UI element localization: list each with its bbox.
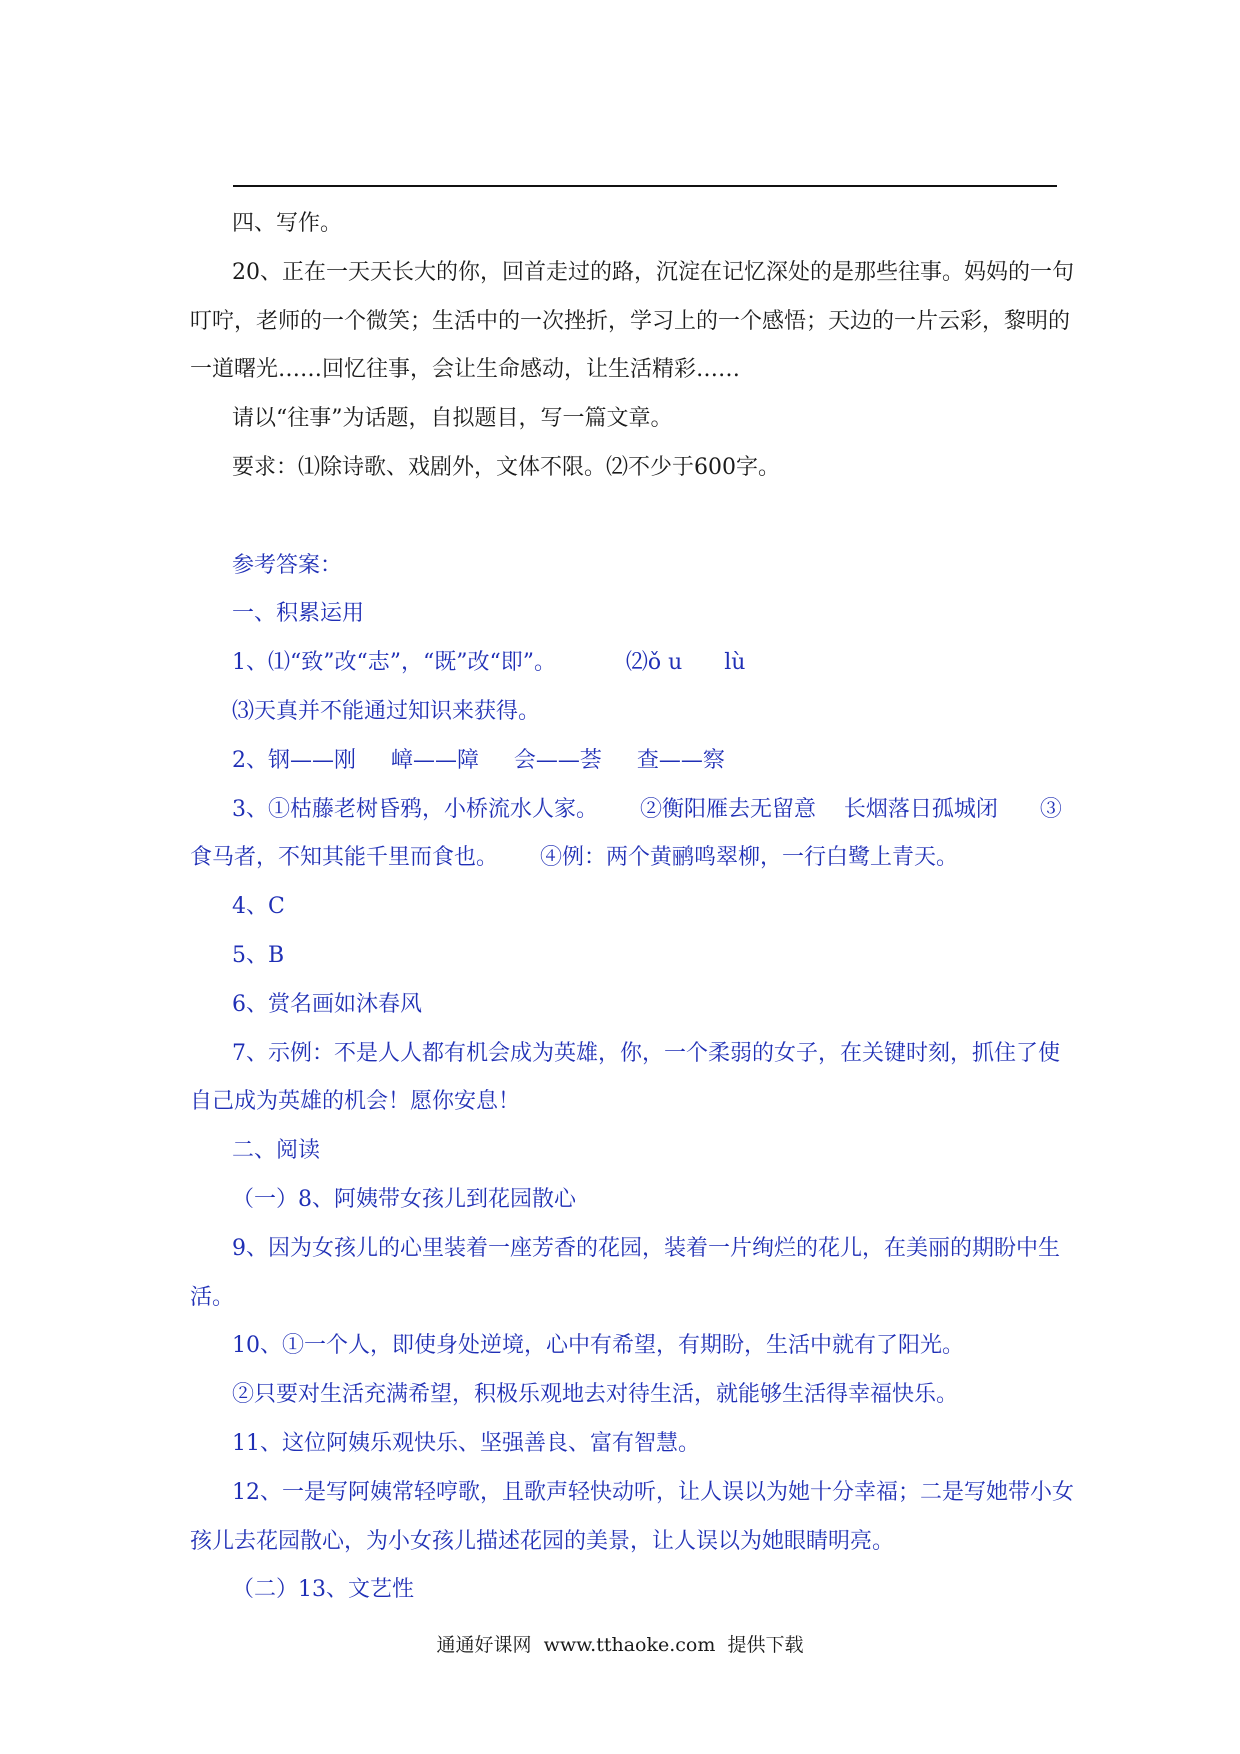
answer-7-line-1: 7、示例：不是人人都有机会成为英雄，你，一个柔弱的女子，在关键时刻，抓住了使 bbox=[232, 1040, 1060, 1066]
answer-12-line-2: 孩儿去花园散心，为小女孩儿描述花园的美景，让人误以为她眼睛明亮。 bbox=[190, 1528, 895, 1554]
answers-section-2: 二、阅读 bbox=[232, 1138, 321, 1164]
answer-9-line-1: 9、因为女孩儿的心里装着一座芳香的花园，装着一片绚烂的花儿，在美丽的期盼中生 bbox=[232, 1235, 1060, 1261]
writing-requirement: 要求：⑴除诗歌、戏剧外，文体不限。⑵不少于600字。 bbox=[232, 454, 780, 480]
answer-1-line-1: 1、⑴“致”改“志”，“既”改“即”。 ⑵ǒ u lù bbox=[232, 650, 746, 676]
answer-6: 6、赏名画如沐春风 bbox=[232, 991, 422, 1017]
answer-2: 2、钢——刚 嶂——障 会——荟 查——察 bbox=[232, 747, 725, 773]
question-20-line-3: 一道曙光……回忆往事，会让生命感动，让生活精彩…… bbox=[190, 357, 741, 383]
answer-13: （二）13、文艺性 bbox=[232, 1577, 414, 1603]
answer-3-line-1: 3、①枯藤老树昏鸦，小桥流水人家。 ②衡阳雁去无留意 长烟落日孤城闭 ③ bbox=[232, 796, 1062, 822]
page-footer: 通通好课网 www.tthaoke.com 提供下载 bbox=[436, 1634, 804, 1656]
answers-title: 参考答案： bbox=[232, 552, 343, 578]
answer-7-line-2: 自己成为英雄的机会！愿你安息！ bbox=[190, 1089, 521, 1115]
answer-8: （一）8、阿姨带女孩儿到花园散心 bbox=[232, 1186, 576, 1212]
document-page bbox=[190, 200, 1074, 1615]
question-20-line-1: 20、正在一天天长大的你，回首走过的路，沉淀在记忆深处的是那些往事。妈妈的一句 bbox=[232, 259, 1074, 285]
answer-1-line-2: ⑶天真并不能通过知识来获得。 bbox=[232, 698, 541, 724]
writing-heading: 四、写作。 bbox=[232, 211, 343, 236]
answer-10-line-1: 10、①一个人，即使身处逆境，心中有希望，有期盼，生活中就有了阳光。 bbox=[232, 1333, 964, 1359]
answer-9-line-2: 活。 bbox=[190, 1284, 235, 1310]
answer-5: 5、B bbox=[232, 942, 285, 968]
question-20-line-2: 叮咛，老师的一个微笑；生活中的一次挫折，学习上的一个感悟；天边的一片云彩，黎明的 bbox=[190, 308, 1071, 334]
section-spacer bbox=[190, 493, 1058, 542]
answer-12-line-1: 12、一是写阿姨常轻哼歌，且歌声轻快动听，让人误以为她十分幸福；二是写她带小女 bbox=[232, 1479, 1074, 1505]
answers-section-1: 一、积累运用 bbox=[232, 601, 365, 627]
answer-11: 11、这位阿姨乐观快乐、坚强善良、富有智慧。 bbox=[232, 1430, 700, 1456]
answer-3-line-2: 食马者，不知其能千里而食也。 ④例：两个黄鹂鸣翠柳，一行白鹭上青天。 bbox=[190, 845, 958, 871]
header-rule bbox=[233, 185, 1057, 187]
answer-10-line-2: ②只要对生活充满希望，积极乐观地去对待生活，就能够生活得幸福快乐。 bbox=[232, 1382, 959, 1408]
answer-4: 4、C bbox=[232, 894, 285, 920]
writing-prompt: 请以“往事”为话题，自拟题目，写一篇文章。 bbox=[232, 406, 673, 432]
